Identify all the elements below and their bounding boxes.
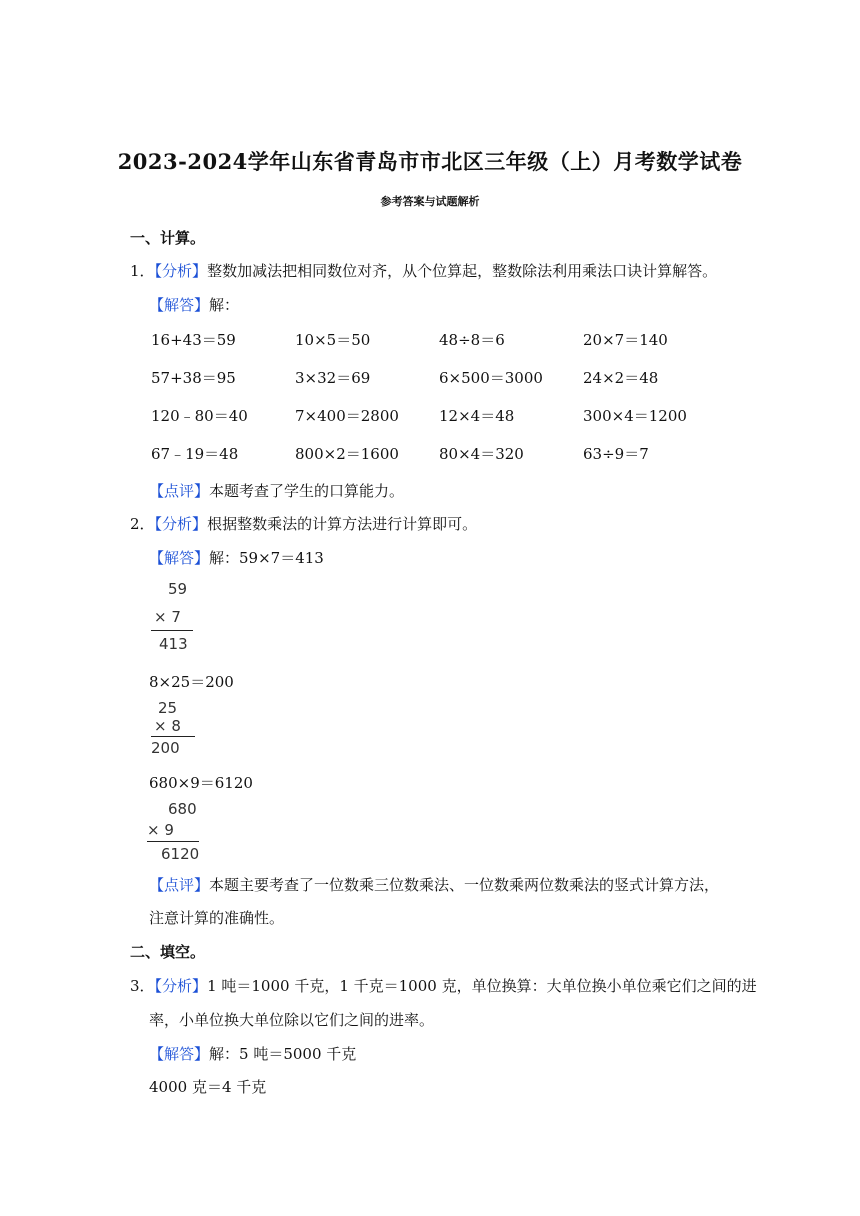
vcalc-result: 413 (159, 635, 188, 653)
grid-cell: 7×400＝2800 (295, 407, 399, 425)
grid-cell: 3×32＝69 (295, 369, 371, 387)
analysis-tag: 【分析】 (154, 977, 208, 995)
q1-answer-line (149, 294, 239, 315)
answer-tag: 【解答】 (149, 1045, 210, 1063)
q2-eq3: 680×9＝6120 (149, 774, 253, 792)
grid-cell: 24×2＝48 (583, 369, 659, 387)
q1-analysis-text: 整数加减法把相同数位对齐，从个位算起，整数除法利用乘法口诀计算解答。 (207, 262, 718, 280)
q1-analysis-line (130, 260, 717, 281)
page-subtitle: 参考答案与试题解析 (380, 195, 480, 208)
vcalc-rule (147, 841, 199, 842)
vcalc-top: 680 (168, 800, 197, 818)
q2-comment-line (149, 874, 719, 895)
page-title: 2023-2024学年山东省青岛市市北区三年级（上）月考数学试卷 (117, 149, 743, 174)
comment-tag: 【点评】 (149, 482, 210, 500)
q1-answer-prefix: 解： (209, 296, 240, 314)
vcalc-rule (151, 736, 195, 737)
q2-eq2: 8×25＝200 (149, 673, 234, 691)
vcalc-rule (151, 630, 193, 631)
vcalc-result: 6120 (161, 845, 200, 863)
q2-comment-line2: 注意计算的准确性。 (149, 909, 285, 927)
vcalc-top: 25 (158, 699, 178, 717)
comment-tag: 【点评】 (149, 876, 210, 894)
vcalc-mul: × 8 (154, 717, 181, 735)
grid-cell: 800×2＝1600 (295, 445, 399, 463)
grid-cell: 6×500＝3000 (439, 369, 543, 387)
q3-number: 3． (130, 977, 155, 995)
grid-cell: 300×4＝1200 (583, 407, 687, 425)
section-heading-calc: 一、计算。 (130, 229, 206, 247)
grid-cell: 12×4＝48 (439, 407, 515, 425)
vcalc-top: 59 (168, 580, 188, 598)
grid-cell: 20×7＝140 (583, 331, 668, 349)
q3-answer-prefix: 解：5 吨＝5000 千克 (209, 1045, 357, 1063)
answer-tag: 【解答】 (149, 296, 210, 314)
vcalc-result: 200 (151, 739, 180, 757)
grid-cell: 63÷9＝7 (583, 445, 649, 463)
q3-analysis-line (130, 975, 757, 996)
analysis-tag: 【分析】 (154, 515, 208, 533)
q1-comment-line (149, 480, 404, 501)
answer-tag: 【解答】 (149, 549, 210, 567)
section-heading-fill: 二、填空。 (130, 943, 206, 961)
q2-analysis-text: 根据整数乘法的计算方法进行计算即可。 (207, 515, 478, 533)
q2-answer-line (149, 547, 324, 568)
q2-analysis-line (130, 513, 477, 534)
grid-cell: 10×5＝50 (295, 331, 371, 349)
vcalc-mul: × 9 (147, 821, 174, 839)
q3-answer-line (149, 1043, 356, 1064)
q2-answer-prefix: 解：59×7＝413 (209, 549, 324, 567)
analysis-tag: 【分析】 (154, 262, 208, 280)
grid-cell: 48÷8＝6 (439, 331, 505, 349)
q3-analysis-line2: 率，小单位换大单位除以它们之间的进率。 (149, 1011, 435, 1029)
q1-comment-text: 本题考查了学生的口算能力。 (209, 482, 405, 500)
grid-cell: 80×4＝320 (439, 445, 524, 463)
vcalc-mul: × 7 (154, 608, 181, 626)
q3-answer-line2: 4000 克＝4 千克 (149, 1078, 267, 1096)
grid-cell: 57+38＝95 (151, 369, 236, 387)
q2-comment-text: 本题主要考查了一位数乘三位数乘法、一位数乘两位数乘法的竖式计算方法， (209, 876, 720, 894)
q1-number: 1． (130, 262, 155, 280)
grid-cell: 67﹣19＝48 (151, 445, 239, 463)
q3-analysis-text: 1 吨＝1000 千克，1 千克＝1000 克，单位换算：大单位换小单位乘它们之间的进 (207, 977, 757, 995)
grid-cell: 16+43＝59 (151, 331, 236, 349)
grid-cell: 120﹣80＝40 (151, 407, 248, 425)
q2-number: 2． (130, 515, 155, 533)
